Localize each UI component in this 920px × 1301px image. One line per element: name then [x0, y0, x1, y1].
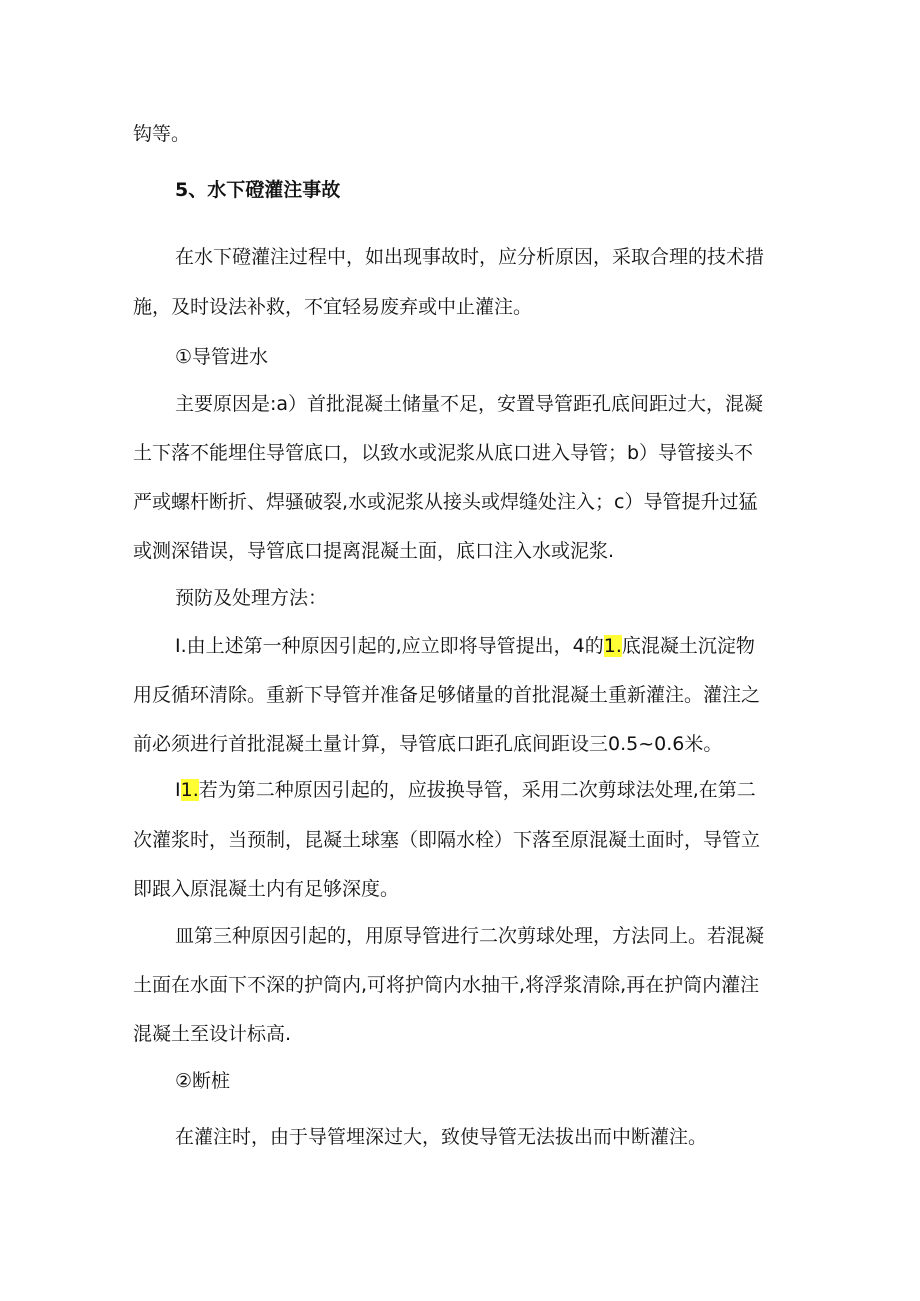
text-line: 用反循环清除。重新下导管并准备足够储量的首批混凝土重新灌注。灌注之: [133, 684, 761, 706]
text-segment: 若为第二种原因引起的，应拔换导管，采用二次剪球法处理,在第二: [198, 779, 756, 801]
subsection-heading: ②断桩: [175, 1070, 231, 1092]
text-line: 钩等。: [133, 123, 191, 145]
section-heading: 5、水下磴灌注事故: [175, 179, 341, 201]
text-line: [175, 777, 756, 803]
text-line: 施，及时设法补救，不宜轻易废弃或中止灌注。: [133, 296, 533, 318]
text-line: 混凝土至设计标高.: [133, 1023, 292, 1045]
text-line: [175, 633, 755, 659]
text-line: 土下落不能埋住导管底口，以致水或泥浆从底口进入导管；b）导管接头不: [133, 442, 754, 464]
text-line: 土面在水面下不深的护筒内,可将护筒内水抽干,将浮浆清除,再在护筒内灌注: [133, 974, 760, 996]
text-line: 即跟入原混凝土内有足够深度。: [133, 878, 400, 900]
highlighted-text: 1.: [603, 635, 622, 657]
text-segment: 底混凝土沉淀物: [621, 635, 755, 657]
text-line: 次灌浆时，当预制，昆凝土球塞（即隔水栓）下落至原混凝土面时，导管立: [133, 829, 761, 851]
text-line: 前必须进行首批混凝土量计算，导管底口距孔底间距设三0.5~0.6米。: [133, 733, 723, 755]
text-line: 主要原因是:a）首批混凝土储量不足，安置导管距孔底间距过大，混凝: [175, 393, 764, 415]
text-line: 皿第三种原因引起的，用原导管进行二次剪球处理，方法同上。若混凝: [175, 925, 765, 947]
highlighted-text: 1.: [180, 779, 199, 801]
text-segment: I: [175, 779, 181, 801]
text-line: 在灌注时，由于导管埋深过大，致使导管无法拔出而中断灌注。: [175, 1126, 708, 1148]
subsection-heading: ①导管进水: [175, 346, 269, 368]
text-segment: I.由上述第一种原因引起的,应立即将导管提出，4的: [175, 635, 604, 657]
text-line: 严或螺杆断折、焊骚破裂,水或泥浆从接头或焊缝处注入；c）导管提升过猛: [133, 491, 758, 513]
text-line: 在水下磴灌注过程中，如出现事故时，应分析原因，采取合理的技术措: [175, 246, 765, 268]
text-line: 或测深错误，导管底口提离混凝土面，底口注入水或泥浆.: [133, 540, 615, 562]
text-line: 预防及处理方法：: [175, 587, 328, 609]
